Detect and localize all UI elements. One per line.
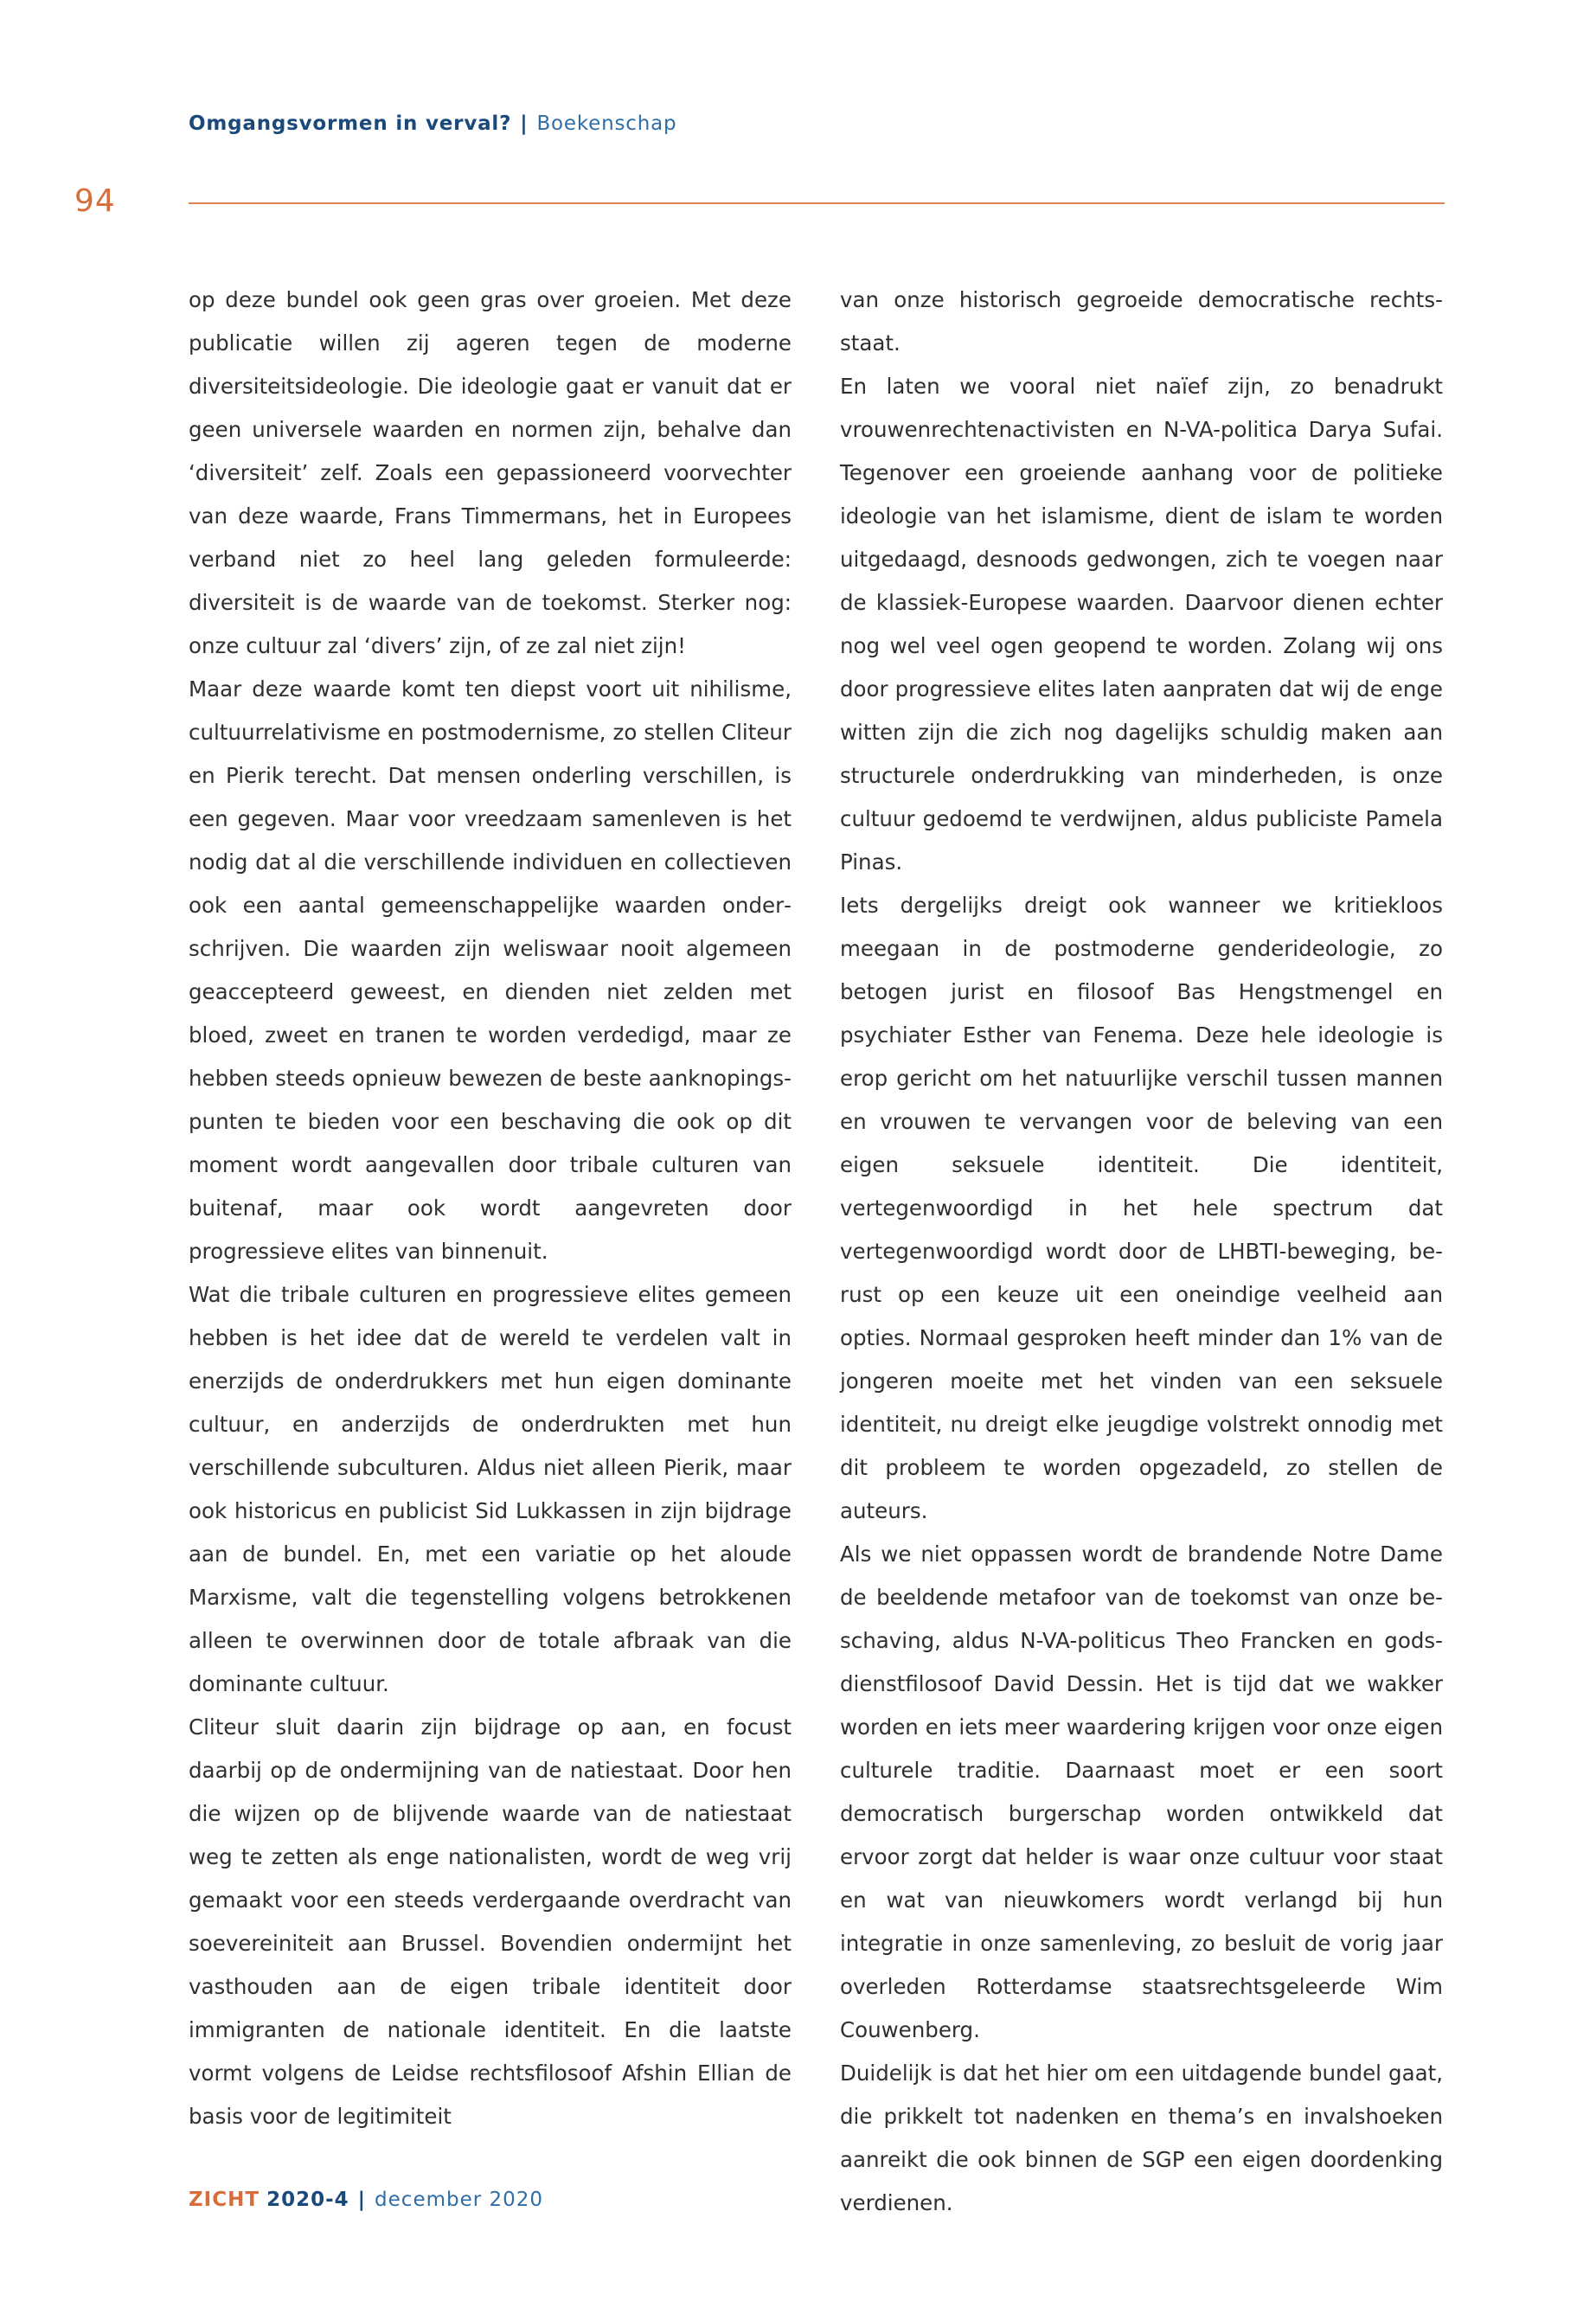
magazine-brand: ZICHT <box>189 2189 260 2211</box>
running-header <box>189 112 676 135</box>
issue-number: 2020-4 <box>266 2189 349 2211</box>
paragraph: Als we niet oppassen wordt de brandende Notre Dame de beeldende metafoor van de toekomst van onze beschaving, aldus N-VA-politicus Theo Francken en godsdienstfilosoof David Dessin. Het is tijd dat we wakker worden en iets meer waardering krijgen voor onze eigen culturele traditie. Daarnaast moet er een soort democratisch burgerschap worden ontwikkeld dat ervoor zorgt dat helder is waar onze cultuur voor staat en wat van nieuwkomers wordt verlangd bij hun integratie in onze samenleving, zo besluit de vorig jaar overleden Rotterdamse staatsrechtsgeleerde Wim Couwenberg. <box>840 1541 1443 2042</box>
header-separator: | <box>520 112 529 135</box>
paragraph: Iets dergelijks dreigt ook wanneer we kritiekloos meegaan in de postmoderne genderideologie, zo betogen jurist en filosoof Bas Hengstmengel en psychiater Esther van Fenema. Deze hele ideologie is erop gericht om het natuurlijke verschil tussen mannen en vrouwen te vervangen voor de beleving van een eigen seksuele identiteit. Die identiteit, vertegenwoordigd in het hele spectrum dat vertegenwoordigd wordt door de LHBTI-beweging, berust op een keuze uit een oneindige veelheid aan opties. Normaal gesproken heeft minder dan 1% van de jongeren moeite met het vinden van een seksuele identiteit, nu dreigt elke jeugdige volstrekt onnodig met dit probleem te worden opgezadeld, zo stellen de auteurs. <box>840 893 1443 1523</box>
article-title: Omgangsvormen in verval? <box>189 112 512 135</box>
paragraph: Duidelijk is dat het hier om een uitdagende bundel gaat, die prikkelt tot nadenken en thema’s en invalshoeken aanreikt die ook binnen de SGP een eigen doordenking verdienen. <box>840 2061 1443 2215</box>
paragraph: En laten we vooral niet naïef zijn, zo benadrukt vrouwenrechtenactivisten en N-VA-politica Darya Sufai. Tegenover een groeiende aanhang voor de politieke ideologie van het islamisme, dient de islam te worden uitgedaagd, desnoods gedwongen, zich te voegen naar de klassiek-Europese waarden. Daarvoor dienen echter nog wel veel ogen geopend te worden. Zolang wij ons door progressieve elites laten aanpraten dat wij de enge witten zijn die zich nog dagelijks schuldig maken aan structurele onderdrukking van minderheden, is onze cultuur gedoemd te verdwijnen, aldus publiciste Pamela Pinas. <box>840 374 1443 875</box>
page-number: 94 <box>74 183 116 219</box>
footer-separator: | <box>357 2189 367 2211</box>
paragraph: Wat die tribale culturen en progressieve elites gemeen hebben is het idee dat de wereld te verdelen valt in enerzijds de onderdrukkers met hun eigen dominante cultuur, en anderzijds de onderdrukten met hun verschillende subculturen. Aldus niet alleen Pierik, maar ook historicus en publicist Sid Lukkassen in zijn bijdrage aan de bundel. En, met een variatie op het aloude Marxisme, valt die tegenstelling volgens betrokkenen alleen te overwinnen door de totale afbraak van die dominante cultuur. <box>189 1282 792 1696</box>
paragraph: Cliteur sluit daarin zijn bijdrage op aan, en focust daarbij op de ondermijning van de natiestaat. Door hen die wijzen op de blijvende waarde van de natiestaat weg te zetten als enge nationalisten, wordt de weg vrij gemaakt voor een steeds verdergaande overdracht van soevereiniteit aan Brussel. Bovendien ondermijnt het vasthouden aan de eigen tribale identiteit door immigranten de nationale identiteit. En die laatste vormt volgens de Leidse rechtsfilosoof Afshin Ellian de basis voor de legitimiteit <box>189 1715 792 2129</box>
section-name: Boekenschap <box>536 112 677 135</box>
left-column <box>189 279 792 2138</box>
paragraph: Maar deze waarde komt ten diepst voort uit nihilisme, cultuurrelativisme en postmodernisme, zo stellen Cliteur en Pierik terecht. Dat mensen onderling verschillen, is een gegeven. Maar voor vreedzaam samenleven is het nodig dat al die verschillende individuen en collectieven ook een aantal gemeenschappelijke waarden onderschrijven. Die waarden zijn weliswaar nooit algemeen geaccepteerd geweest, en dienden niet zelden met bloed, zweet en tranen te worden verdedigd, maar ze hebben steeds opnieuw bewezen de beste aanknopingspunten te bieden voor een beschaving die ook op dit moment wordt aangevallen door tribale culturen van buitenaf, maar ook wordt aangevreten door progressieve elites van binnenuit. <box>189 676 792 1264</box>
footer <box>189 2189 543 2211</box>
header-rule <box>189 202 1445 204</box>
paragraph: van onze historisch gegroeide democratische rechtsstaat. <box>840 287 1443 356</box>
issue-date: december 2020 <box>375 2189 544 2211</box>
paragraph: op deze bundel ook geen gras over groeien. Met deze publicatie willen zij ageren tegen de moderne diversiteitsideologie. Die ideologie gaat er vanuit dat er geen universele waarden en normen zijn, behalve dan ‘diversiteit’ zelf. Zoals een gepassioneerd voorvechter van deze waarde, Frans Timmermans, het in Europees verband niet zo heel lang geleden formuleerde: diversiteit is de waarde van de toekomst. Sterker nog: onze cultuur zal ‘divers’ zijn, of ze zal niet zijn! <box>189 287 792 658</box>
right-column <box>840 279 1443 2225</box>
